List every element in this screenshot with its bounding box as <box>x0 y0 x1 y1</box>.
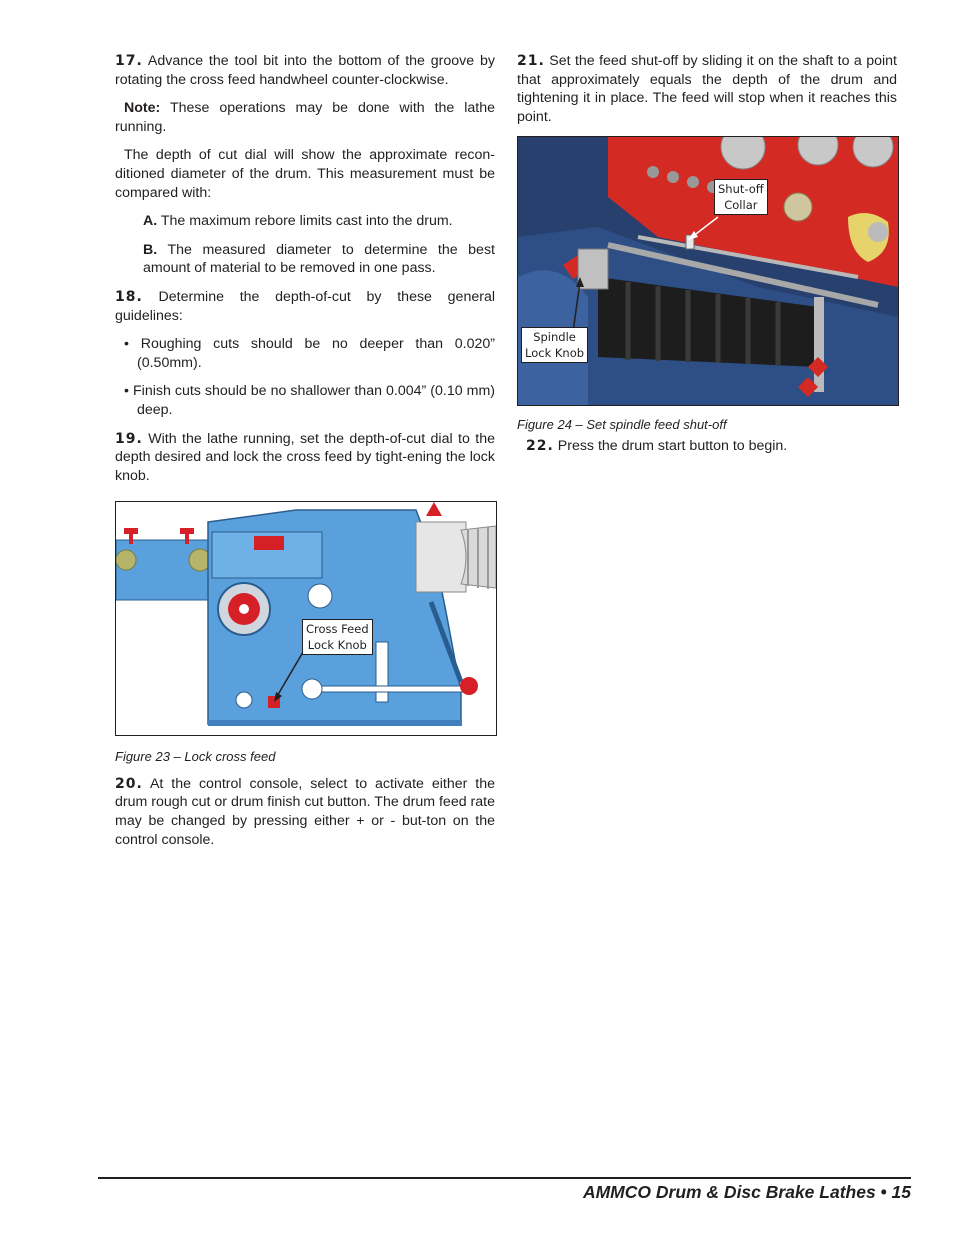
figure-24 <box>517 136 899 406</box>
step-17 <box>115 52 495 89</box>
label-line: Lock Knob <box>525 346 585 361</box>
item-b-text: The measured diameter to determine the best amount of material to be removed in one pass. <box>143 241 495 277</box>
item-a-text: The maximum rebore limits cast into the drum. <box>160 213 453 230</box>
step-18 <box>115 288 495 325</box>
depth-paragraph: The depth of cut dial will show the approximate recon-ditioned diameter of the drum. This measurement must be compared with: <box>115 147 495 201</box>
step-text: Advance the tool bit into the bottom of the groove by rotating the cross feed handwheel counter-clockwise. <box>115 53 495 88</box>
item-b-label: B. <box>143 241 158 258</box>
item-a-label: A. <box>143 213 158 230</box>
spindle-feed-photo <box>518 137 898 405</box>
label-shut-off-collar <box>714 179 768 215</box>
right-column <box>517 52 897 466</box>
label-line: Cross Feed <box>306 622 369 637</box>
step-22 <box>517 437 897 456</box>
label-line: Collar <box>724 198 758 213</box>
page-footer: AMMCO Drum & Disc Brake Lathes • 15 <box>582 1182 911 1202</box>
footer-rule <box>98 1177 911 1179</box>
label-line: Shut-off <box>718 182 764 197</box>
step-text: With the lathe running, set the depth-of-cut dial to the depth desired and lock the cross feed by tight-ening the lock knob. <box>115 430 495 484</box>
label-line: Spindle <box>533 330 576 345</box>
label-line: Lock Knob <box>307 638 367 653</box>
note-label: Note: <box>124 100 161 117</box>
label-spindle-lock-knob <box>521 327 588 363</box>
note <box>115 99 495 136</box>
step-21 <box>517 52 897 126</box>
step-number: 17. <box>115 53 143 69</box>
step-19 <box>115 430 495 486</box>
step-text: Set the feed shut-off by sliding it on the shaft to a point that approximately equals the depth of the drum and tightening it in place. The feed will stop when it reaches this point. <box>517 53 897 125</box>
label-cross-feed-lock-knob <box>302 619 373 655</box>
item-b <box>115 241 495 278</box>
step-text: At the control console, select to activate either the drum rough cut or drum finish cut button. The drum feed rate may be changed by pressing either + or - but-ton on the control console. <box>115 775 495 848</box>
step-text: Press the drum start button to begin. <box>557 437 788 454</box>
step-number: 20. <box>115 775 143 792</box>
step-text: Determine the depth-of-cut by these general guidelines: <box>115 288 495 324</box>
step-20 <box>115 775 495 849</box>
item-a <box>115 212 495 231</box>
step-number: 21. <box>517 53 545 69</box>
figure-23 <box>115 501 497 736</box>
note-text: These operations may be done with the lathe running. <box>115 100 496 135</box>
bullet-finish: • Finish cuts should be no shallower than 0.004” (0.10 mm) deep. <box>124 383 495 418</box>
bullet-roughing: • Roughing cuts should be no deeper than 0.020” (0.50mm). <box>124 336 495 371</box>
left-column <box>115 52 495 859</box>
figure-24-caption: Figure 24 – Set spindle feed shut-off <box>517 417 727 433</box>
step-number: 18. <box>115 288 143 305</box>
figure-23-caption: Figure 23 – Lock cross feed <box>115 749 276 765</box>
step-number: 19. <box>115 430 143 447</box>
step-number: 22. <box>526 437 554 454</box>
